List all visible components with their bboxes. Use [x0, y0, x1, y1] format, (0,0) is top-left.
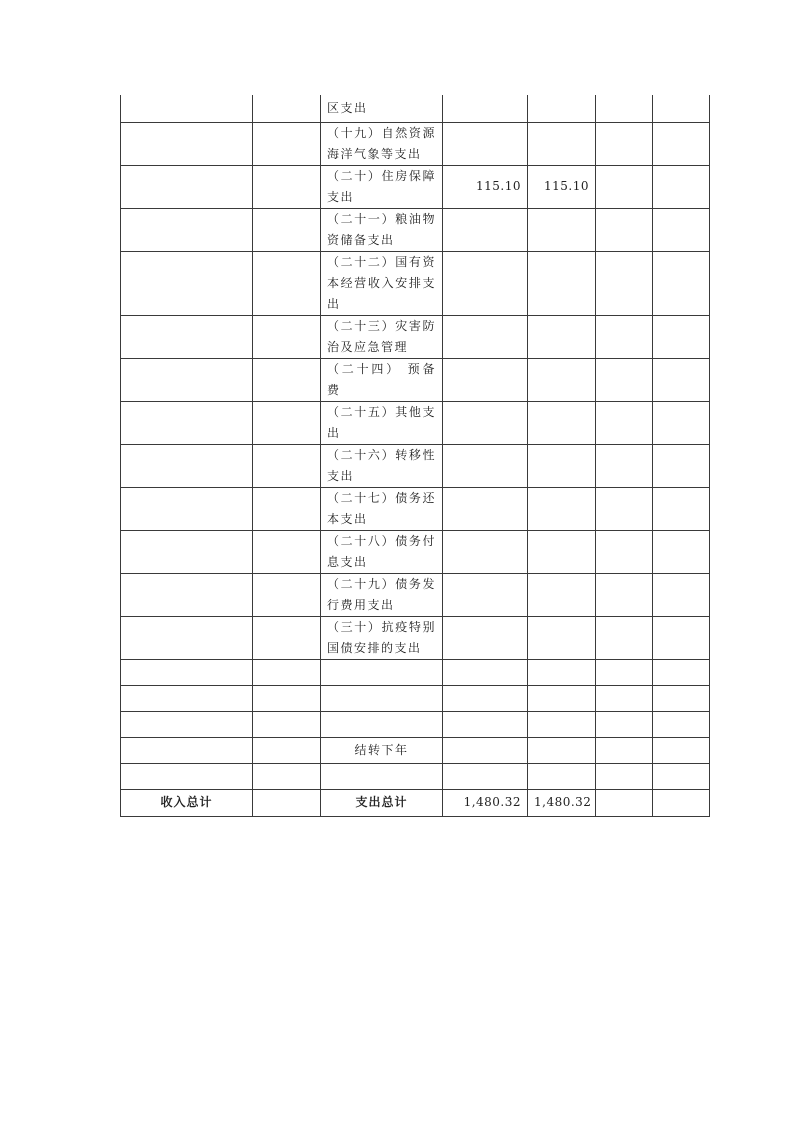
item-name: （二十二）国有资本经营收入安排支出 [321, 251, 443, 315]
item-name: （二十七）债务还本支出 [321, 487, 443, 530]
table-row [121, 122, 710, 165]
item-name: （二十九）债务发行费用支出 [321, 573, 443, 616]
item-name: （三十）抗疫特别国债安排的支出 [321, 616, 443, 659]
table-row [121, 685, 710, 711]
item-name: （二十三）灾害防治及应急管理 [321, 315, 443, 358]
table-row [121, 487, 710, 530]
budget-table [120, 95, 710, 817]
item-name: （二十四） 预备费 [321, 358, 443, 401]
table-row [121, 251, 710, 315]
item-name: 区支出 [321, 95, 443, 122]
table-row [121, 530, 710, 573]
general-value: 115.10 [528, 165, 596, 208]
table-row [121, 616, 710, 659]
table-row [121, 659, 710, 685]
table-row [121, 358, 710, 401]
table-row [121, 763, 710, 789]
carry-forward-label: 结转下年 [321, 737, 443, 763]
total-value: 115.10 [443, 165, 528, 208]
item-name: （二十八）债务付息支出 [321, 530, 443, 573]
totals-row [121, 789, 710, 816]
item-name: （二十五）其他支出 [321, 401, 443, 444]
table-row [121, 573, 710, 616]
expense-total-label: 支出总计 [321, 789, 443, 816]
income-total-label: 收入总计 [121, 789, 253, 816]
table-row [121, 444, 710, 487]
table-row [121, 401, 710, 444]
item-name: （二十一）粮油物资储备支出 [321, 208, 443, 251]
table-row [121, 208, 710, 251]
item-name: （十九）自然资源海洋气象等支出 [321, 122, 443, 165]
table-row [121, 315, 710, 358]
item-name: （二十六）转移性支出 [321, 444, 443, 487]
carry-forward-row [121, 737, 710, 763]
table-row [121, 95, 710, 122]
grand-total-value: 1,480.32 [443, 789, 528, 816]
item-name: （二十）住房保障支出 [321, 165, 443, 208]
table-row [121, 165, 710, 208]
table-row [121, 711, 710, 737]
general-total-value: 1,480.32 [528, 789, 596, 816]
